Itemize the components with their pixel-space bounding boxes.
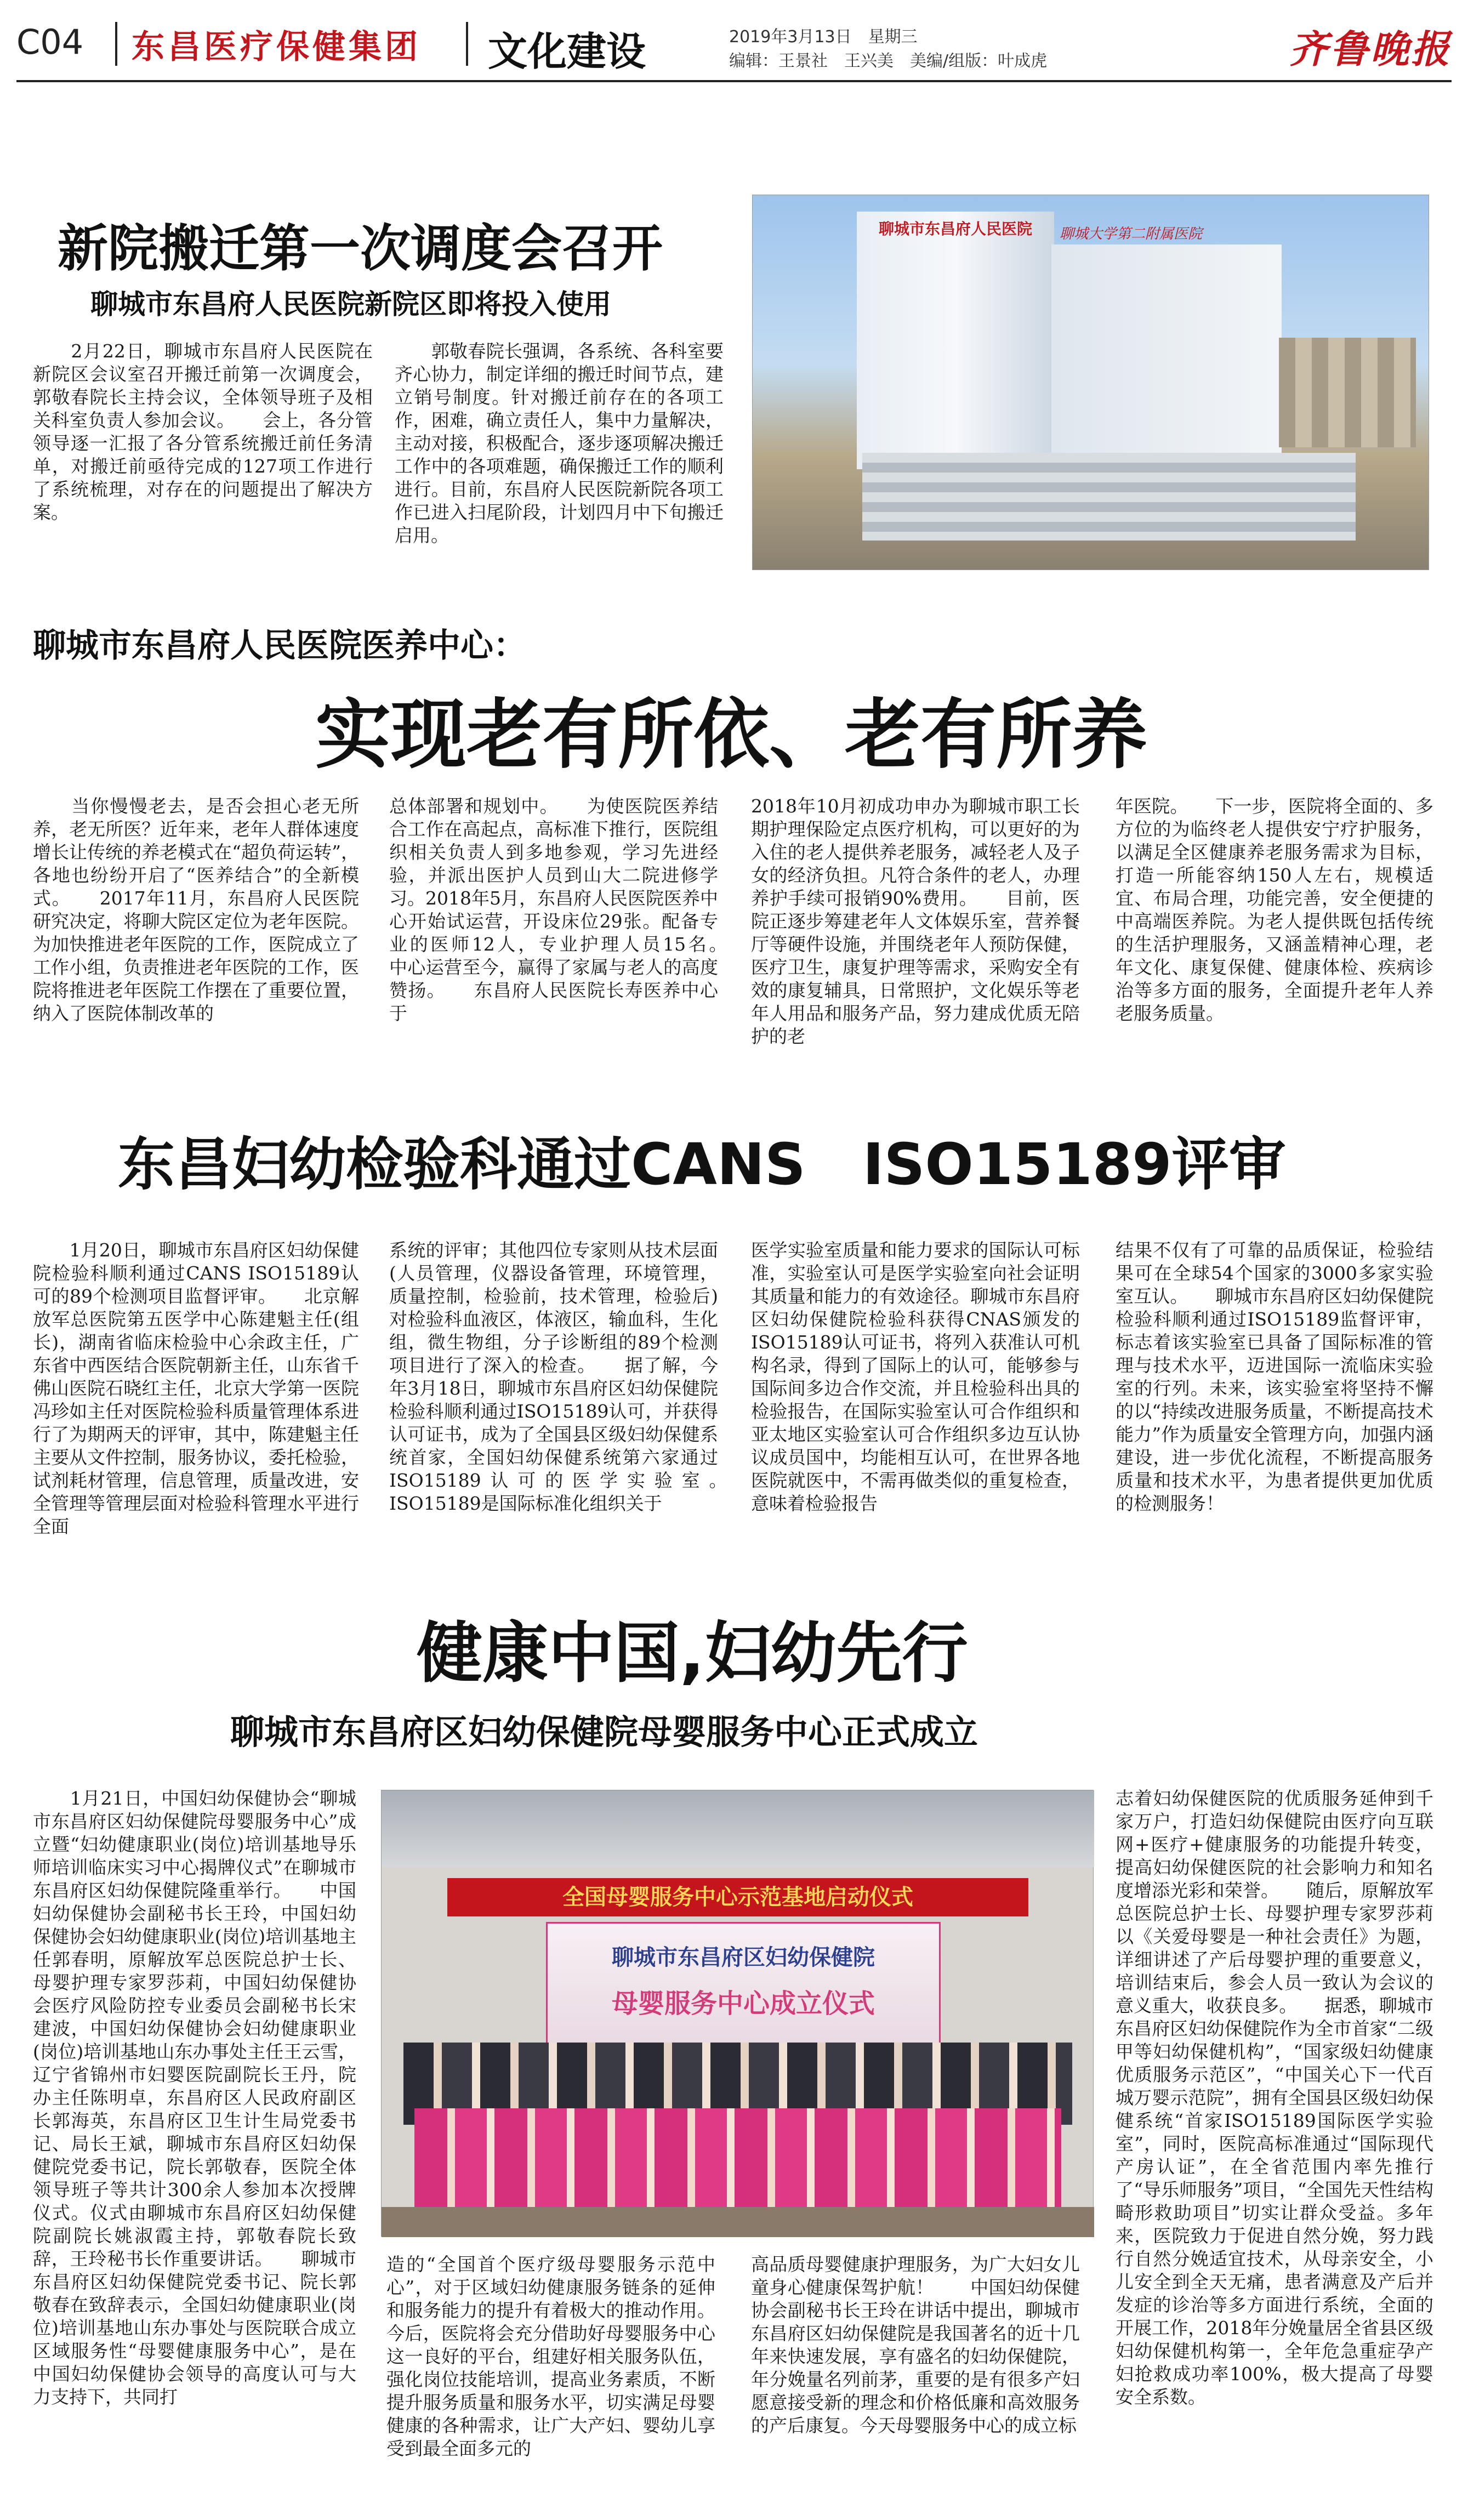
article3-col4: 结果不仅有了可靠的品质保证，检验结果可在全球54个国家的3000多家实验室互认。 聊城市东昌府区妇幼保健院检验科顺利通过ISO15189监督评审，标志着该实验室已具备了国际标准的管理与技术水平，迈进国际一流临床实验室的行列。未来，该实验室将坚持不懈的以“持续改进服务质量，不断提高技术能力”作为质量安全管理方向，加强内涵建设，进一步优化流程，不断提高服务质量和技术水平，为患者提供更加优质的检测服务！ [1116, 1239, 1433, 1514]
article4-col1: 1月21日，中国妇幼保健协会“聊城市东昌府区妇幼保健院母婴服务中心”成立暨“妇幼健康职业(岗位)培训基地导乐师培训临床实习中心揭牌仪式”在聊城市东昌府区妇幼保健院隆重举行。 中国妇幼保健协会副秘书长王玲，中国妇幼保健协会妇幼健康职业(岗位)培训基地主任郭春明，原解放军总医院总护士长、母婴护理专家罗莎莉，中国妇幼保健协会医疗风险防控专业委员会副秘书长宋建波，中国妇幼保健协会妇幼健康职业(岗位)培训基地山东办事处主任王云雪，辽宁省锦州市妇婴医院副院长王丹，院办主任陈明卓，东昌府区人民政府副区长郭海英，东昌府区卫生计生局党委书记、局长王斌，聊城市东昌府区妇幼保健院党委书记，院长郭敬春，医院全体领导班子等共计300余人参加本次授牌仪式。仪式由聊城市东昌府区妇幼保健院副院长姚淑霞主持，郭敬春院长致辞，王玲秘书长作重要讲话。 聊城市东昌府区妇幼保健院党委书记、院长郭敬春在致辞表示，全国妇幼健康职业(岗位)培训基地山东办事处与医院联合成立区域服务性“母婴健康服务中心”，是在中国妇幼保健协会领导的高度认可与大力支持下，共同打 [33, 1788, 356, 2408]
ceiling [382, 1790, 1094, 1867]
article4-subtitle: 聊城市东昌府区妇幼保健院母婴服务中心正式成立 [230, 1712, 978, 1752]
article4-col2: 造的“全国首个医疗级母婴服务示范中心”，对于区域妇幼健康服务链条的延伸和服务能力的提升有着极大的推动作用。今后，医院将会充分借助好母婴服务中心这一良好的平台，组建好相关服务队伍，强化岗位技能培训，提高业务素质，不断提升服务质量和服务水平，切实满足母婴健康的各种需求，让广大产妇、婴幼儿享受到最全面多元的 [386, 2254, 715, 2459]
low-buildings [862, 453, 1356, 541]
editors: 编辑：王景社 王兴美 美编/组版：叶成虎 [729, 52, 1048, 71]
hospital-sign: 聊城市东昌府人民医院 [879, 220, 1033, 238]
article4-col4: 志着妇幼保健医院的优质服务延伸到千家万户，打造妇幼保健院由医疗向互联网+医疗+健康服务的功能提升转变，提高妇幼保健医院的社会影响力和知名度增添光彩和荣誉。 随后，原解放军总医院总护士长、母婴护理专家罗莎莉以《关爱母婴是一种社会责任》为题，详细讲述了产后母婴护理的重要意义，培训结束后，参会人员一致认为会议的意义重大，收获良多。 据悉，聊城市东昌府区妇幼保健院作为全市首家“二级甲等妇幼保健机构”，“国家级妇幼健康优质服务示范区”，“中国关心下一代百城万婴示范院”，拥有全国县区级妇幼保健系统“首家ISO15189国际医学实验室”，同时，医院高标准通过“国际现代产房认证”，在全省范围内率先推行了“导乐师服务”项目，“全国先天性结构畸形救助项目”切实让群众受益。多年来，医院致力于促进自然分娩，努力践行自然分娩适宜技术，从母亲安全，小儿安全到全天无痛，患者满意及产后并发症的诊治等多方面进行系统，全面的开展工作，2018年分娩量居全省县区级妇幼保健机构第一，全年危急重症孕产妇抢救成功率100%，极大提高了母婴安全系数。 [1116, 1788, 1433, 2408]
hospital-photo [752, 195, 1429, 570]
newspaper-logo: 齐鲁晚报 [1289, 26, 1452, 72]
article2-title: 实现老有所依、老有所养 [315, 691, 1148, 779]
article1-title: 新院搬迁第一次调度会召开 [58, 219, 663, 278]
article1-col2: 郭敬春院长强调，各系统、各科室要齐心协力，制定详细的搬迁时间节点，建立销号制度。针对搬迁前存在的各项工作，困难，确立责任人，集中力量解决，主动对接，积极配合，逐步逐项解决搬迁工作中的各项难题，确保搬迁工作的顺利进行。目前，东昌府人民医院新院各项工作已进入扫尾阶段，计划四月中下旬搬迁启用。 [395, 340, 724, 546]
article4-col3: 高品质母婴健康护理服务，为广大妇女儿童身心健康保驾护航！ 中国妇幼保健协会副秘书长王玲在讲话中提出，聊城市东昌府区妇幼保健院是我国著名的近十几年来快速发展，享有盛名的妇幼保健院，年分娩量名列前茅，重要的是有很多产妇愿意接受新的理念和价格低廉和高效服务的产后康复。今天母婴服务中心的成立标 [751, 2254, 1080, 2436]
screen-subtitle: 母婴服务中心成立仪式 [611, 1988, 875, 2019]
article3-col1: 1月20日，聊城市东昌府区妇幼保健院检验科顺利通过CANS ISO15189认可的89个检测项目监督评审。 北京解放军总医院第五医学中心陈建魁主任(组长)，湖南省临床检验中心余政主任，广东省中西医结合医院朝新主任，山东省千佛山医院石晓红主任，北京大学第一医院冯珍如主任对医院检验科质量管理体系进行了为期两天的评审，其中，陈建魁主任主要从文件控制，服务协议，委托检验，试剂耗材管理，信息管理，质量改进，安全管理等管理层面对检验科管理水平进行全面 [33, 1239, 359, 1537]
article2-col2: 总体部署和规划中。 为使医院医养结合工作在高起点，高标准下推行，医院组织相关负责人到多地参观，学习先进经验，并派出医护人员到山大二院进修学习。2018年5月，东昌府人民医院医养中心开始试运营，开设床位29张。配备专业的医师12人，专业护理人员15名。 中心运营至今，赢得了家属与老人的高度赞扬。 东昌府人民医院长寿医养中心于 [389, 795, 754, 1024]
article3-col2: 系统的评审；其他四位专家则从技术层面(人员管理，仪器设备管理，环境管理，质量控制，检验前，技术管理，检验后)对检验科血液区，体液区，输血科，生化组，微生物组，分子诊断组的89个检测项目进行了深入的检查。 据了解，今年3月18日，聊城市东昌府区妇幼保健院检验科顺利通过ISO15189认可，并获得认可证书，成为了全国县区级妇幼保健系统首家，全国妇幼保健系统第六家通过ISO15189认可的医学实验室。 ISO15189是国际标准化组织关于 [389, 1239, 754, 1514]
hospital-tower [857, 212, 1054, 469]
issue-date: 2019年3月13日 星期三 [729, 27, 918, 47]
ceremony-photo [381, 1790, 1094, 2237]
group-name: 东昌医疗保健集团 [132, 28, 421, 66]
floor [382, 2207, 1094, 2237]
article3-col3: 医学实验室质量和能力要求的国际认可标准，实验室认可是医学实验室向社会证明其质量和能力的有效途径。聊城市东昌府区妇幼保健院检验科获得CNAS颁发的ISO15189认可证书，将列入获准认可机构名录，得到了国际上的认可，能够参与国际间多边合作交流，并且检验科出具的检验报告，在国际实验室认可合作组织和亚太地区实验室认可合作组织多边互认协议成员国中，均能相互认可，在世界各地医院就医中，不需再做类似的重复检查，意味着检验报告 [751, 1239, 1080, 1514]
screen-title: 聊城市东昌府区妇幼保健院 [612, 1945, 875, 1970]
divider [466, 22, 468, 66]
article1-subtitle: 聊城市东昌府人民医院新院区即将投入使用 [90, 288, 611, 320]
page-header [16, 16, 1452, 82]
divider [115, 22, 117, 66]
page-number: C04 [16, 22, 84, 62]
article4-title: 健康中国,妇幼先行 [417, 1615, 968, 1692]
article2-kicker: 聊城市东昌府人民医院医养中心： [33, 627, 526, 665]
section-title: 文化建设 [488, 29, 646, 75]
hospital-wing [1051, 244, 1282, 453]
front-row-nurses [414, 2108, 1061, 2207]
article1-col1: 2月22日，聊城市东昌府人民医院在新院区会议室召开搬迁前第一次调度会，郭敬春院长主持会议，全体领导班子及相关科室负责人参加会议。 会上，各分管领导逐一汇报了各分管系统搬迁前任务清单，对搬迁前亟待完成的127项工作进行了系统梳理，对存在的问题提出了解决方案。 [33, 340, 373, 523]
article2-col4: 年医院。 下一步，医院将全面的、多方位的为临终老人提供安宁疗护服务，以满足全区健康养老服务需求为目标，打造一所能容纳150人左右，规模适宜、布局合理，功能完善，安全便捷的中高端医养院。为老人提供既包括传统的生活护理服务，又涵盖精神心理，老年文化、康复保健、健康体检、疾病诊治等多方面的服务，全面提升老年人养老服务质量。 [1116, 795, 1433, 1024]
hospital-sign-2: 聊城大学第二附属医院 [1060, 226, 1203, 242]
ceremony-banner: 全国母婴服务中心示范基地启动仪式 [447, 1878, 1028, 1916]
article3-title: 东昌妇幼检验科通过CANS ISO15189评审 [118, 1131, 1286, 1198]
article2-col1: 当你慢慢老去，是否会担心老无所养，老无所医？近年来，老年人群体速度增长让传统的养老模式在“超负荷运转”，各地也纷纷开启了“医养结合”的全新模式。 2017年11月，东昌府人民医院研究决定，将聊大院区定位为老年医院。为加快推进老年医院的工作，医院成立了工作小组，负责推进老年医院的工作，医院将推进老年医院工作摆在了重要位置，纳入了医院体制改革的 [33, 795, 359, 1024]
background-buildings [1279, 338, 1416, 447]
article2-col3: 2018年10月初成功申办为聊城市职工长期护理保险定点医疗机构，可以更好的为入住的老人提供养老服务，减轻老人及子女的经济负担。凡符合条件的老人，办理养护手续可报销90%费用。 目前，医院正逐步筹建老年人文体娱乐室，营养餐厅等硬件设施，并围绕老年人预防保健，医疗卫生，康复护理等需求，采购安全有效的康复辅具，日常照护，文化娱乐等老年人用品和服务产品，努力建成优质无陪护的老 [751, 795, 1080, 1047]
